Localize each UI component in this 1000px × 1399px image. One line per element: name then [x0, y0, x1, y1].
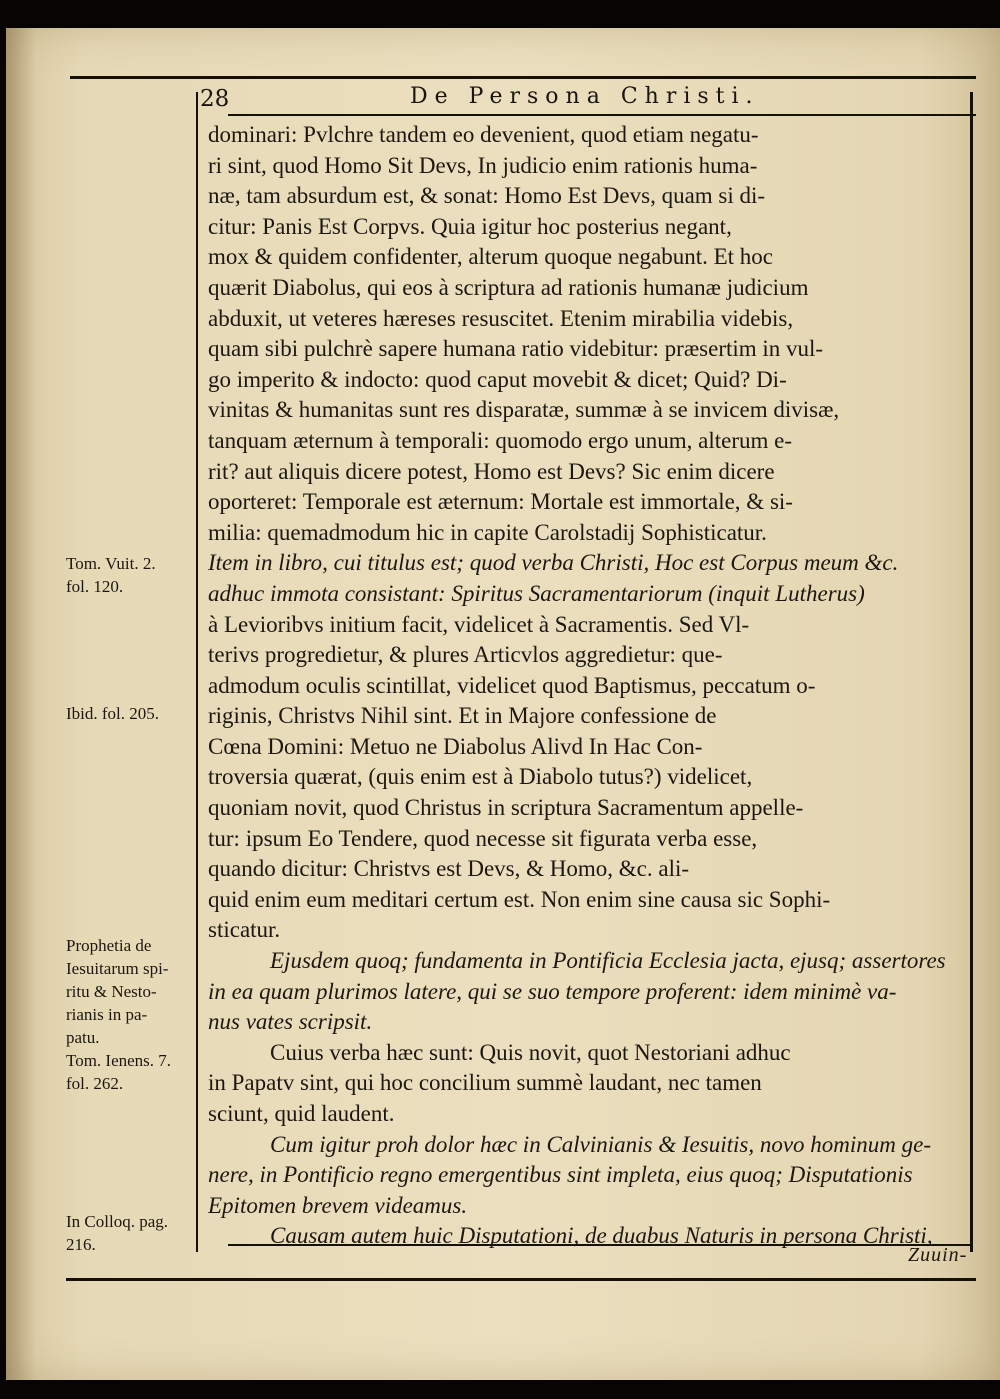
text-line: rit? aut aliquis dicere potest, Homo est Devs? Sic enim dicere: [208, 458, 775, 484]
margin-note-line: Prophetia de: [66, 936, 152, 955]
top-rule: [70, 76, 976, 79]
page-header: [200, 84, 970, 120]
margin-note-line: Tom. Ienens. 7.: [66, 1051, 172, 1070]
margin-note-line: Ibid. fol. 205.: [66, 704, 160, 723]
text-line: oporteret: Temporale est æternum: Mortale est immortale, & si-: [208, 489, 793, 515]
body-text: [208, 120, 978, 1252]
text-line: in Papatv sint, qui hoc concilium summè laudant, nec tamen: [208, 1070, 762, 1096]
text-line: vinitas & humanitas sunt res disparatæ, summæ à se invicem divisæ,: [208, 397, 840, 423]
text-line: dominari: Pvlchre tandem eo devenient, quod etiam negatu-: [208, 122, 759, 147]
margin-note-line: fol. 120.: [66, 577, 124, 596]
margin-note-line: patu.: [66, 1028, 100, 1047]
text-line: adhuc immota consistant: Spiritus Sacramentariorum (inquit Lutherus): [208, 580, 865, 606]
text-line: nere, in Pontificio regno emergentibus sint impleta, eius quoq; Disputationis: [208, 1162, 913, 1188]
margin-note: [66, 934, 216, 1095]
text-line: quam sibi pulchrè sapere humana ratio videbitur: præsertim in vul-: [208, 336, 824, 362]
running-title: De Persona Christi.: [410, 84, 760, 109]
margin-note: [66, 702, 216, 725]
text-line: troversia quærat, (quis enim est à Diabolo tutus?) videlicet,: [208, 764, 753, 790]
text-line: næ, tam absurdum est, & sonat: Homo Est Devs, quam si di-: [208, 183, 766, 209]
text-line: Epitomen brevem videamus.: [208, 1192, 468, 1218]
text-line: admodum oculis scintillat, videlicet quod Baptismus, peccatum o-: [208, 672, 816, 698]
text-line: Cuius verba hæc sunt: Quis novit, quot Nestoriani adhuc: [270, 1039, 791, 1065]
margin-note-line: rianis in pa-: [66, 1005, 148, 1024]
text-line: in ea quam plurimos latere, qui se suo tempore proferent: idem minimè va-: [208, 978, 897, 1004]
margin-note-line: fol. 262.: [66, 1074, 124, 1093]
text-line: tanquam æternum à temporali: quomodo ergo unum, alterum e-: [208, 427, 793, 453]
margin-note-line: In Colloq. pag.: [66, 1212, 168, 1231]
catchword: Zuuin-: [908, 1244, 968, 1266]
text-line: go imperito & indocto: quod caput movebit & dicet; Quid? Di-: [208, 366, 787, 392]
text-line: sciunt, quid laudent.: [208, 1101, 395, 1126]
text-line: milia: quemadmodum hic in capite Carolstadij Sophisticatur.: [208, 519, 767, 545]
margin-note-line: 216.: [66, 1235, 96, 1254]
text-line: quando dicitur: Christvs est Devs, & Homo, &c. ali-: [208, 856, 690, 882]
text-line: quid enim eum meditari certum est. Non enim sine causa sic Sophi-: [208, 886, 831, 912]
page-number: 28: [200, 86, 230, 112]
text-line: tur: ipsum Eo Tendere, quod necesse sit figurata verba esse,: [208, 825, 758, 851]
text-line: terivs progredietur, & plures Articvlos aggredietur: que-: [208, 642, 723, 668]
text-line: Cœna Domini: Metuo ne Diabolus Alivd In Hac Con-: [208, 733, 703, 759]
text-line: riginis, Christvs Nihil sint. Et in Majore confessione de: [208, 703, 717, 729]
text-line: abduxit, ut veteres hæreses resuscitet. Etenim mirabilia videbis,: [208, 305, 794, 331]
margin-note: [66, 1210, 216, 1256]
page-spine-shadow: [6, 28, 36, 1380]
text-line: quoniam novit, quod Christus in scriptura Sacramentum appelle-: [208, 795, 804, 821]
text-line: Item in libro, cui titulus est; quod verba Christi, Hoc est Corpus meum &c.: [208, 550, 899, 576]
text-line: sticatur.: [208, 917, 281, 943]
text-line: Ejusdem quoq; fundamenta in Pontificia Ecclesia jacta, ejusq; assertores: [270, 948, 946, 974]
text-line: citur: Panis Est Corpvs. Quia igitur hoc posterius negant,: [208, 213, 732, 239]
text-line: à Levioribvs initium facit, videlicet à Sacramentis. Sed Vl-: [208, 611, 750, 637]
bottom-rule: [66, 1278, 976, 1281]
margin-note: [66, 552, 216, 598]
text-line: Causam autem huic Disputationi, de duabus Naturis in persona Christi,: [270, 1223, 933, 1249]
text-line: nus vates scripsit.: [208, 1009, 373, 1035]
text-line: mox & quidem confidenter, alterum quoque negabunt. Et hoc: [208, 244, 773, 270]
text-line: Cum igitur proh dolor hæc in Calvinianis & Iesuitis, novo hominum ge-: [270, 1131, 932, 1157]
margin-note-line: Iesuitarum spi-: [66, 959, 169, 978]
text-line: ri sint, quod Homo Sit Devs, In judicio enim rationis huma-: [208, 152, 758, 178]
margin-note-line: Tom. Vuit. 2.: [66, 554, 156, 573]
margin-note-line: ritu & Nesto-: [66, 982, 157, 1001]
text-line: quærit Diabolus, qui eos à scriptura ad rationis humanæ judicium: [208, 274, 809, 300]
